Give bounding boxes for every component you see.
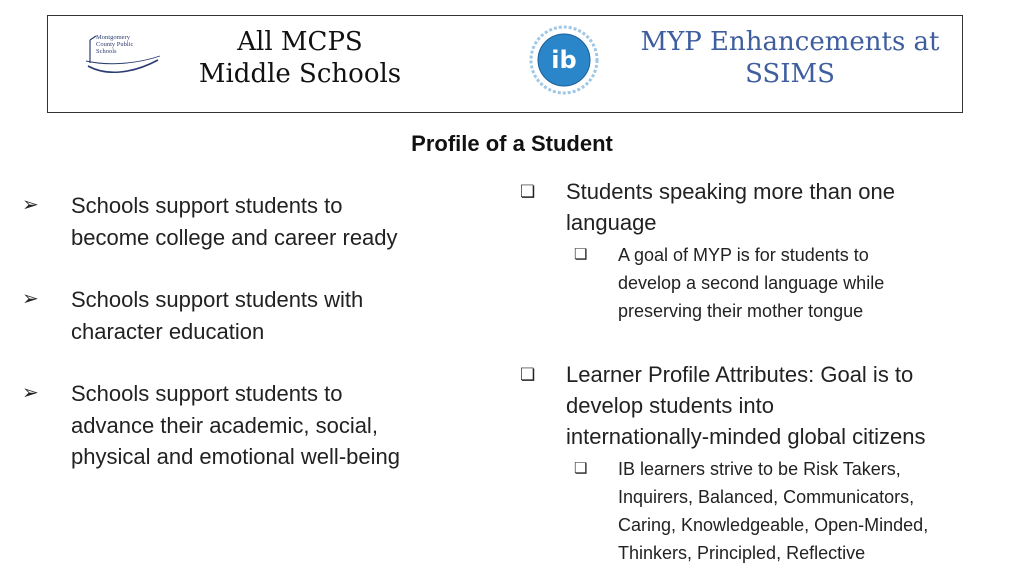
mcps-logo-line1: Montgomery (96, 34, 130, 41)
right-title-line2: SSIMS (745, 59, 835, 89)
right-item-line: internationally-minded global citizens (566, 424, 926, 449)
left-title-line2: Middle Schools (198, 59, 402, 89)
left-item-line: physical and emotional well-being (71, 444, 400, 469)
sub-item-line: Thinkers, Principled, Reflective (618, 543, 866, 563)
sub-item-line: IB learners strive to be Risk Takers, (618, 459, 901, 479)
right-title-line1: MYP Enhancements at (640, 27, 940, 57)
right-item-line: Students speaking more than one (566, 179, 896, 204)
left-item-line: advance their academic, social, (71, 412, 378, 438)
sub-item-line: preserving their mother tongue (618, 301, 864, 321)
ib-globe-icon (528, 24, 600, 96)
left-bullet-list (22, 190, 492, 504)
checkbox-bullet-icon: ❏ (520, 182, 536, 201)
sub-item-line: Caring, Knowledgeable, Open-Minded, (618, 515, 929, 535)
right-list-item (520, 359, 1020, 452)
checkbox-bullet-icon: ❏ (574, 246, 588, 263)
left-item-line: Schools support students to (71, 381, 343, 406)
right-sub-item (520, 455, 1020, 567)
left-item-line: become college and career ready (71, 224, 398, 250)
checkbox-bullet-icon: ❏ (574, 460, 588, 477)
arrow-bullet-icon: ➢ (22, 288, 39, 310)
arrow-bullet-icon: ➢ (22, 382, 39, 404)
right-list-item (520, 176, 1020, 238)
right-item-line: Learner Profile Attributes: Goal is to (566, 362, 914, 387)
left-list-item (22, 378, 492, 473)
sub-item-line: A goal of MYP is for students to (618, 245, 869, 265)
left-title (160, 26, 440, 90)
left-list-item (22, 190, 492, 253)
sub-item-line: develop a second language while (618, 273, 885, 293)
left-title-line1: All MCPS (237, 27, 363, 57)
sub-item-line: Inquirers, Balanced, Communicators, (618, 487, 915, 507)
right-item-line: language (566, 210, 657, 235)
right-sub-item (520, 241, 1020, 325)
left-list-item (22, 284, 492, 347)
section-title: Profile of a Student (411, 131, 613, 156)
arrow-bullet-icon: ➢ (22, 194, 39, 216)
left-item-line: Schools support students to (71, 193, 343, 218)
ib-logo-text: ib (551, 46, 577, 74)
right-title (620, 26, 960, 90)
left-item-line: Schools support students with (71, 287, 364, 312)
right-checkbox-list (520, 176, 1020, 567)
left-item-line: character education (71, 318, 265, 344)
mcps-logo-line2: County Public (96, 41, 134, 48)
mcps-logo-line3: Schools (96, 48, 117, 55)
header-box (47, 15, 963, 113)
right-item-line: develop students into (566, 393, 774, 418)
ib-logo (528, 24, 600, 96)
checkbox-bullet-icon: ❏ (520, 365, 536, 384)
mcps-logo (84, 30, 164, 76)
